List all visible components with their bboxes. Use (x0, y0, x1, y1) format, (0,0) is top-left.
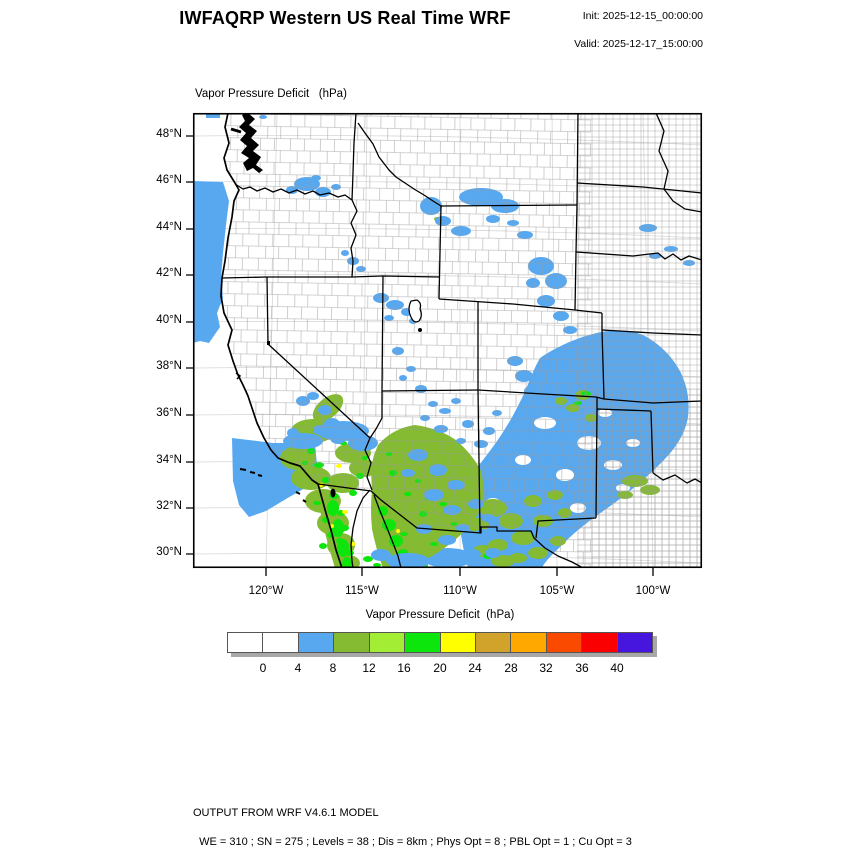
lat-label-34n: 34°N (156, 454, 182, 466)
lat-label-48n: 48°N (156, 128, 182, 140)
model-info-line2: WE = 310 ; SN = 275 ; Levels = 38 ; Dis = 8km ; Phys Opt = 8 ; PBL Opt = 1 ; Cu Opt = 3 (199, 836, 632, 848)
colorbar-cell-20-24 (440, 632, 476, 653)
lat-label-38n: 38°N (156, 360, 182, 372)
map-canvas (183, 103, 713, 583)
salton-sea (331, 489, 336, 498)
init-time: Init: 2025-12-15_00:00:00 (582, 10, 703, 22)
lat-label-32n: 32°N (156, 500, 182, 512)
colorbar-tick-40: 40 (610, 661, 624, 675)
colorbar-cell-16-20 (404, 632, 440, 653)
lat-label-42n: 42°N (156, 267, 182, 279)
colorbar-tick-24: 24 (468, 661, 482, 675)
lon-label-120w: 120°W (248, 585, 284, 597)
lat-label-36n: 36°N (156, 407, 182, 419)
colorbar-cell-4-8 (298, 632, 334, 653)
lon-label-105w: 105°W (539, 585, 575, 597)
colorbar-tick-8: 8 (329, 661, 337, 675)
colorbar (227, 632, 653, 653)
colorbar-cell-36-40 (581, 632, 617, 653)
colorbar-tick-12: 12 (362, 661, 376, 675)
colorbar-cell-24-28 (475, 632, 511, 653)
colorbar-tick-28: 28 (504, 661, 518, 675)
valid-time: Valid: 2025-12-17_15:00:00 (574, 38, 703, 50)
lake-tahoe (267, 341, 270, 345)
colorbar-cell-0-4 (262, 632, 298, 653)
colorbar-cell-32-36 (546, 632, 582, 653)
lon-label-110w: 110°W (443, 585, 477, 597)
colorbar-cell-lt0 (227, 632, 263, 653)
page-title: IWFAQRP Western US Real Time WRF (179, 8, 511, 28)
lat-label-40n: 40°N (156, 314, 182, 326)
colorbar-cell-8-12 (333, 632, 369, 653)
run-info (443, 9, 703, 51)
colorbar-tick-20: 20 (433, 661, 447, 675)
model-info-line1: OUTPUT FROM WRF V4.6.1 MODEL (193, 807, 379, 819)
colorbar-cell-12-16 (369, 632, 405, 653)
colorbar-tick-32: 32 (539, 661, 553, 675)
colorbar-title: Vapor Pressure Deficit (hPa) (365, 609, 515, 621)
utah-lake (418, 328, 422, 332)
lon-label-115w: 115°W (345, 585, 379, 597)
map-subtitle: Vapor Pressure Deficit (hPa) (195, 88, 347, 100)
colorbar-tick-16: 16 (397, 661, 411, 675)
colorbar-tick-36: 36 (575, 661, 589, 675)
lat-label-30n: 30°N (156, 546, 182, 558)
lon-label-100w: 100°W (635, 585, 671, 597)
model-info (193, 806, 632, 850)
colorbar-cell-28-32 (510, 632, 546, 653)
colorbar-cell-gt40 (617, 632, 653, 653)
lat-label-46n: 46°N (156, 174, 182, 186)
lat-label-44n: 44°N (156, 221, 182, 233)
colorbar-tick-0: 0 (259, 661, 267, 675)
colorbar-tick-4: 4 (294, 661, 302, 675)
